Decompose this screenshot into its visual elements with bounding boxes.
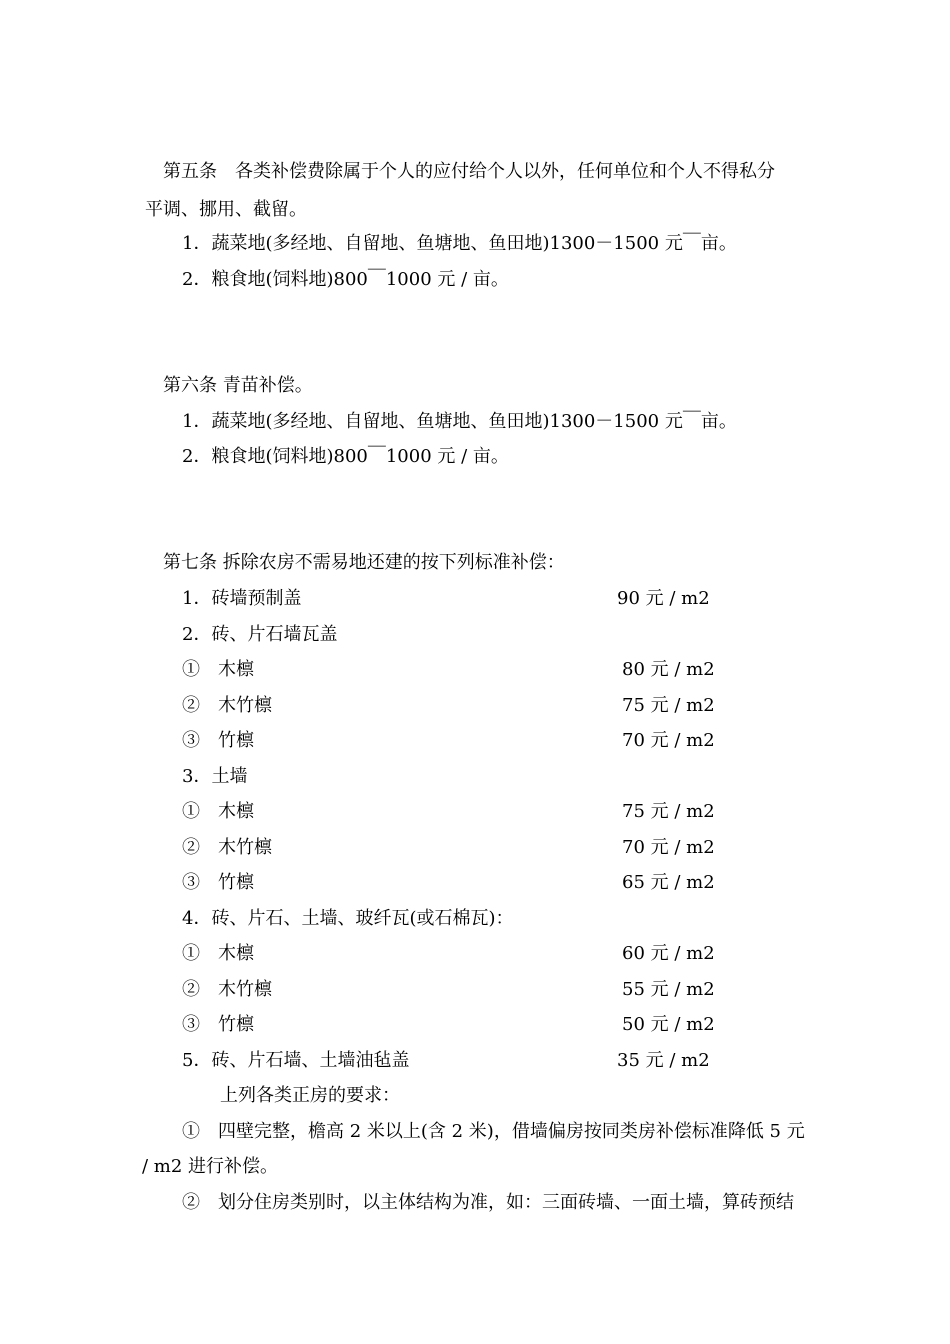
art7-row-value: 70 元 / m2 xyxy=(622,730,715,751)
art7-row-value: 80 元 / m2 xyxy=(622,659,715,680)
art7-row-value: 75 元 / m2 xyxy=(622,695,715,716)
art7-row-label: ② 木竹檩 xyxy=(182,837,272,858)
art7-row-value: 75 元 / m2 xyxy=(622,801,715,822)
art7-row-label: ② 木竹檩 xyxy=(182,695,272,716)
art7-row-label: 5．砖、片石墙、土墙油毡盖 xyxy=(182,1050,410,1071)
art7-row-value: 50 元 / m2 xyxy=(622,1014,715,1035)
art7-row-label: ③ 竹檩 xyxy=(182,872,254,893)
requirement-1-line1: ① 四壁完整，檐高 2 米以上(含 2 米)，借墙偏房按同类房补偿标准降低 5 元 xyxy=(182,1121,805,1142)
requirement-2-line1: ② 划分住房类别时，以主体结构为准，如：三面砖墙、一面土墙，算砖预结 xyxy=(182,1192,794,1213)
art7-row-label: 4．砖、片石、土墙、玻纤瓦(或石棉瓦)： xyxy=(182,908,514,929)
art7-row-value: 35 元 / m2 xyxy=(617,1050,710,1071)
art7-heading: 第七条 拆除农房不需易地还建的按下列标准补偿： xyxy=(163,552,565,573)
art7-row-value: 65 元 / m2 xyxy=(622,872,715,893)
art5-line1: 第五条 各类补偿费除属于个人的应付给个人以外，任何单位和个人不得私分 xyxy=(163,161,775,182)
art7-row-label: ② 木竹檩 xyxy=(182,979,272,1000)
art7-row-label: ③ 竹檩 xyxy=(182,1014,254,1035)
requirement-1-line2: / m2 进行补偿。 xyxy=(142,1156,279,1177)
art7-row-label: 2．砖、片石墙瓦盖 xyxy=(182,624,338,645)
art7-row-label: ① 木檩 xyxy=(182,943,254,964)
art5-item1: 1．蔬菜地(多经地、自留地、鱼塘地、鱼田地)1300－1500 元￣亩。 xyxy=(182,233,737,254)
art7-row-value: 55 元 / m2 xyxy=(622,979,715,1000)
art6-item2: 2．粮食地(饲料地)800￣1000 元 / 亩。 xyxy=(182,446,509,467)
art7-row-value: 90 元 / m2 xyxy=(617,588,710,609)
art6-heading: 第六条 青苗补偿。 xyxy=(163,375,313,396)
art7-row-label: 1．砖墙预制盖 xyxy=(182,588,302,609)
requirements-heading: 上列各类正房的要求： xyxy=(220,1085,400,1106)
art7-row-value: 60 元 / m2 xyxy=(622,943,715,964)
art7-row-label: 3．土墙 xyxy=(182,766,248,787)
art7-row-value: 70 元 / m2 xyxy=(622,837,715,858)
art6-item1: 1．蔬菜地(多经地、自留地、鱼塘地、鱼田地)1300－1500 元￣亩。 xyxy=(182,411,737,432)
art5-item2: 2．粮食地(饲料地)800￣1000 元 / 亩。 xyxy=(182,269,509,290)
art7-row-label: ③ 竹檩 xyxy=(182,730,254,751)
art7-row-label: ① 木檩 xyxy=(182,659,254,680)
art5-line2: 平调、挪用、截留。 xyxy=(145,199,307,220)
art7-row-label: ① 木檩 xyxy=(182,801,254,822)
